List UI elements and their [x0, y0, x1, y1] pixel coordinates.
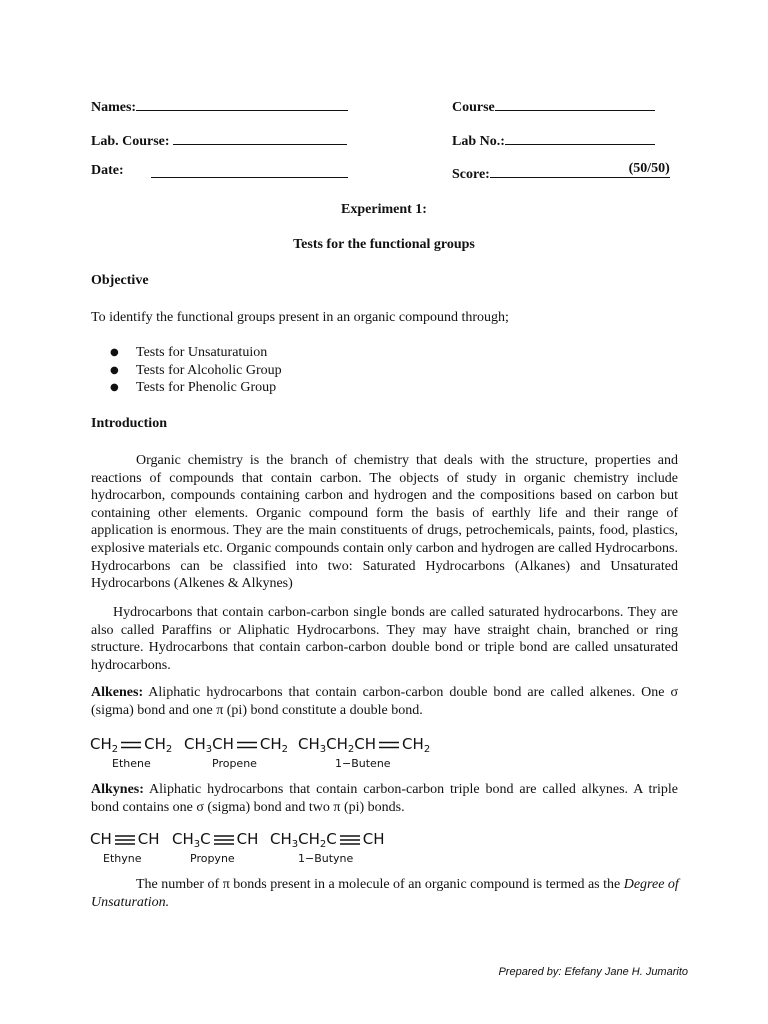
propene-name: Propene	[212, 757, 257, 770]
course-field	[452, 96, 655, 116]
prepared-by: Prepared by: Efefany Jane H. Jumarito	[498, 966, 688, 978]
ethyne-name: Ethyne	[103, 852, 142, 865]
alkynes-term: Alkynes:	[91, 782, 144, 797]
names-blank[interactable]	[136, 96, 348, 111]
butyne-name: 1−Butyne	[298, 852, 354, 865]
unsaturation-text: The number of π bonds present in a molecule of an organic compound is termed as the	[136, 877, 624, 892]
lab-course-field	[91, 130, 347, 150]
butyne-formula: $CH_3CH_2C$ CH 1−Butyne	[270, 830, 385, 865]
list-item: ● Tests for Phenolic Group	[110, 379, 282, 397]
introduction-paragraph-2: Hydrocarbons that contain carbon-carbon single bonds are called saturated hydrocarbons. They are also called Paraffins or Aliphatic Hydrocarbons. They may have straight chain, branched or ring structure. Hydrocarbons that contain carbon-carbon double bond or triple bond are called unsaturated hydrocarbons.	[91, 605, 678, 673]
lab-no-field	[452, 130, 655, 150]
score-field	[452, 163, 670, 183]
date-label: Date:	[91, 163, 124, 178]
objective-intro: To identify the functional groups present in an organic compound through;	[91, 310, 509, 325]
triple-bond-icon	[214, 834, 234, 846]
list-item: ● Tests for Alcoholic Group	[110, 362, 282, 380]
course-blank[interactable]	[495, 96, 655, 111]
propene-formula: $CH_3CH$ $CH_2$ Propene	[184, 735, 289, 770]
date-blank[interactable]	[151, 163, 348, 178]
lab-course-blank[interactable]	[173, 130, 347, 145]
introduction-heading: Introduction	[91, 416, 167, 431]
lab-course-label: Lab. Course:	[91, 134, 170, 149]
score-blank[interactable]	[490, 163, 670, 178]
alkenes-paragraph	[91, 684, 678, 719]
double-bond-icon	[121, 740, 141, 750]
experiment-title: Tests for the functional groups	[293, 237, 475, 252]
names-field	[91, 96, 348, 116]
propyne-formula: $CH_3C$ CH Propyne	[172, 830, 259, 865]
score-label: Score:	[452, 167, 490, 182]
alkenes-term: Alkenes:	[91, 685, 144, 700]
ethene-formula: $CH_2$ $CH_2$ Ethene	[90, 735, 173, 770]
objective-list	[110, 344, 282, 397]
triple-bond-icon	[115, 834, 135, 846]
lab-no-blank[interactable]	[505, 130, 655, 145]
experiment-number: Experiment 1:	[341, 202, 427, 217]
butene-formula: $CH_3CH_2CH$ $CH_2$ 1−Butene	[298, 735, 431, 770]
lab-no-label: Lab No.:	[452, 134, 505, 149]
propyne-name: Propyne	[190, 852, 235, 865]
alkynes-text: Aliphatic hydrocarbons that contain carbon-carbon triple bond are called alkynes. A triple bond contains one σ (sigma) bond and two π (pi) bonds.	[91, 782, 678, 815]
course-label: Course	[452, 100, 495, 115]
introduction-paragraph-1: Organic chemistry is the branch of chemistry that deals with the structure, properties and reactions of compounds that contain carbon. The objects of study in organic chemistry include hydrocarbon, compounds containing carbon and hydrogen and the compositions based on carbon but containing other elements. Organic compound form the basis of earthly life and their range of application is enormous. They are the main constituents of drugs, petrochemicals, paints, food, plastics, explosive materials etc. Organic compounds contain only carbon and hydrogen are called Hydrocarbons. Hydrocarbons can be classified into two: Saturated Hydrocarbons (Alkanes) and Unsaturated Hydrocarbons (Alkenes & Alkynes)	[91, 453, 678, 592]
list-item: ● Tests for Unsaturatuion	[110, 344, 282, 362]
alkenes-text: Aliphatic hydrocarbons that contain carbon-carbon double bond are called alkenes. One σ (sigma) bond and one π (pi) bond constitute a double bond.	[91, 685, 678, 718]
date-blank-wrap	[151, 163, 348, 183]
objective-heading: Objective	[91, 273, 149, 288]
unsaturation-paragraph	[91, 876, 681, 911]
ethene-name: Ethene	[112, 757, 151, 770]
triple-bond-icon	[340, 834, 360, 846]
double-bond-icon	[237, 740, 257, 750]
alkynes-paragraph	[91, 781, 678, 816]
ethyne-formula: CH CH Ethyne	[90, 830, 160, 865]
names-label: Names:	[91, 100, 137, 115]
unsaturation-term: Degree of Unsaturation.	[91, 877, 679, 910]
date-field	[91, 163, 124, 179]
butene-name: 1−Butene	[335, 757, 391, 770]
score-value: (50/50)	[628, 161, 670, 176]
double-bond-icon	[379, 740, 399, 750]
